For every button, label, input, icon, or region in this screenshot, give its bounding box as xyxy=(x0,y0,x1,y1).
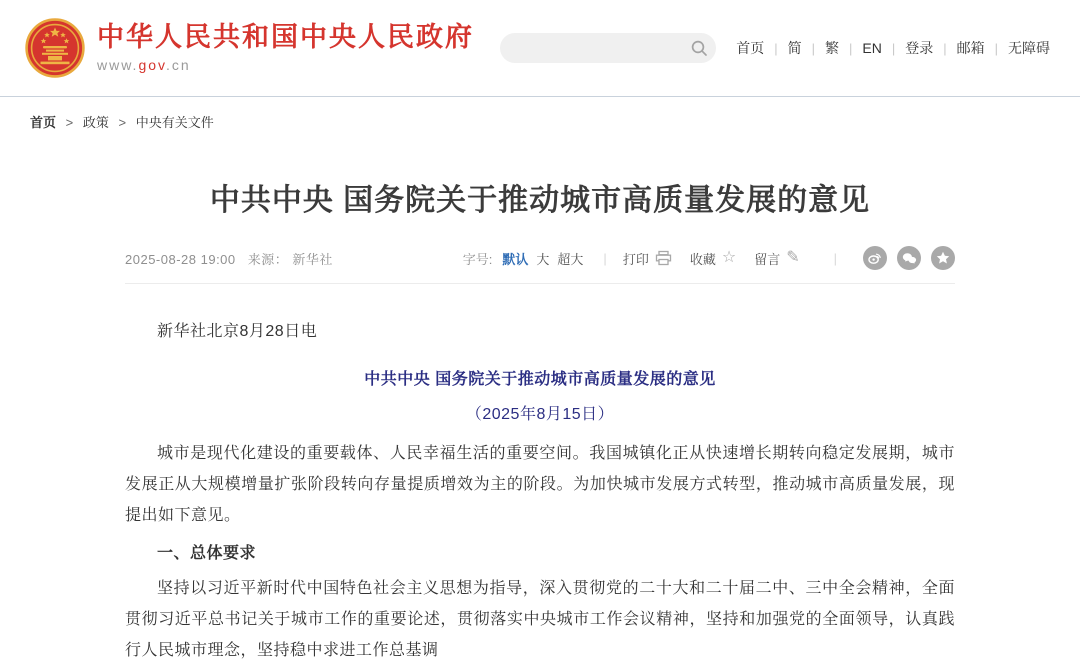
fontsize-large-button[interactable]: 大 xyxy=(536,251,550,267)
nav-separator: | xyxy=(891,40,896,56)
section-heading: 一、总体要求 xyxy=(157,545,257,562)
header-right xyxy=(500,33,1052,63)
search-box[interactable] xyxy=(500,33,716,63)
share-group xyxy=(853,246,955,270)
document-title: 中共中央 国务院关于推动城市高质量发展的意见 xyxy=(364,371,716,388)
comment-button[interactable] xyxy=(754,249,799,268)
nav-separator: | xyxy=(848,40,853,56)
nav-login[interactable]: 登录 xyxy=(905,40,934,56)
paragraph: 坚持以习近平新时代中国特色社会主义思想为指导，深入贯彻党的二十大和二十届二中、三中全会精神，全面贯彻习近平总书记关于城市工作的重要论述，贯彻落实中央城市工作会议精神，坚持和加强党的全面领导，认真践行人民城市理念，坚持稳中求进工作总基调 xyxy=(125,580,955,659)
site-url-cn: .cn xyxy=(166,56,191,73)
fontsize-default-button[interactable]: 默认 xyxy=(502,251,529,267)
site-url xyxy=(97,57,474,73)
breadcrumb-separator: > xyxy=(65,115,74,130)
article-meta-left xyxy=(125,249,333,268)
page-title: 中共中央 国务院关于推动城市高质量发展的意见 xyxy=(209,184,871,217)
print-label: 打印 xyxy=(622,251,649,267)
source-name[interactable]: 新华社 xyxy=(292,251,333,267)
favorite-label: 收藏 xyxy=(689,251,716,267)
print-button[interactable] xyxy=(623,249,672,268)
fontsize-xlarge-button[interactable]: 超大 xyxy=(557,251,584,267)
pencil-icon: ✎ xyxy=(786,249,800,266)
site-header xyxy=(0,0,1080,97)
nav-separator: | xyxy=(811,40,815,56)
nav-home[interactable]: 首页 xyxy=(736,40,765,56)
search-icon[interactable] xyxy=(690,39,708,57)
site-url-gov: gov xyxy=(138,56,166,73)
wechat-share-icon[interactable] xyxy=(897,246,921,270)
breadcrumb-central-documents[interactable]: 中央有关文件 xyxy=(135,115,214,130)
article-meta-bar xyxy=(125,246,955,284)
qzone-share-icon[interactable] xyxy=(931,246,955,270)
dateline: 新华社北京8月28日电 xyxy=(157,323,318,340)
nav-separator: | xyxy=(994,40,998,56)
publish-datetime: 2025-08-28 19:00 xyxy=(125,251,236,267)
nav-mail[interactable]: 邮箱 xyxy=(956,40,985,56)
nav-accessibility[interactable]: 无障碍 xyxy=(1008,40,1050,56)
paragraph: 城市是现代化建设的重要载体、人民幸福生活的重要空间。我国城镇化正从快速增长期转向稳定发展期，城市发展正从大规模增量扩张阶段转向存量提质增效为主的阶段。为加快城市发展方式转型，推动城市高质量发展，现提出如下意见。 xyxy=(125,445,955,524)
breadcrumb xyxy=(0,97,1080,131)
nav-english[interactable]: EN xyxy=(862,40,882,56)
fontsize-label: 字号: xyxy=(462,251,493,267)
printer-icon xyxy=(655,250,672,266)
breadcrumb-separator: > xyxy=(118,115,127,130)
nav-separator: | xyxy=(774,40,778,56)
top-nav xyxy=(734,38,1052,58)
article-meta-right xyxy=(463,246,955,270)
comment-label: 留言 xyxy=(754,251,781,267)
national-emblem-icon xyxy=(25,18,85,78)
article xyxy=(125,175,955,666)
nav-simplified[interactable]: 简 xyxy=(787,40,802,56)
source-label: 来源： xyxy=(247,251,289,267)
nav-traditional[interactable]: 繁 xyxy=(824,40,839,56)
breadcrumb-home[interactable]: 首页 xyxy=(30,115,57,130)
meta-separator: | xyxy=(603,250,607,266)
weibo-share-icon[interactable] xyxy=(863,246,887,270)
meta-separator: | xyxy=(833,250,837,266)
breadcrumb-policy[interactable]: 政策 xyxy=(82,115,109,130)
site-logo[interactable] xyxy=(25,18,474,78)
nav-separator: | xyxy=(943,40,947,56)
document-date: （2025年8月15日） xyxy=(465,406,615,423)
site-title: 中华人民共和国中央人民政府 xyxy=(97,22,474,53)
brand-text xyxy=(97,23,474,73)
star-icon: ☆ xyxy=(721,249,737,266)
search-input[interactable] xyxy=(514,33,690,63)
article-body xyxy=(125,316,955,666)
favorite-button[interactable] xyxy=(690,249,736,268)
fontsize-group xyxy=(463,249,588,268)
site-url-www: www. xyxy=(97,56,139,73)
